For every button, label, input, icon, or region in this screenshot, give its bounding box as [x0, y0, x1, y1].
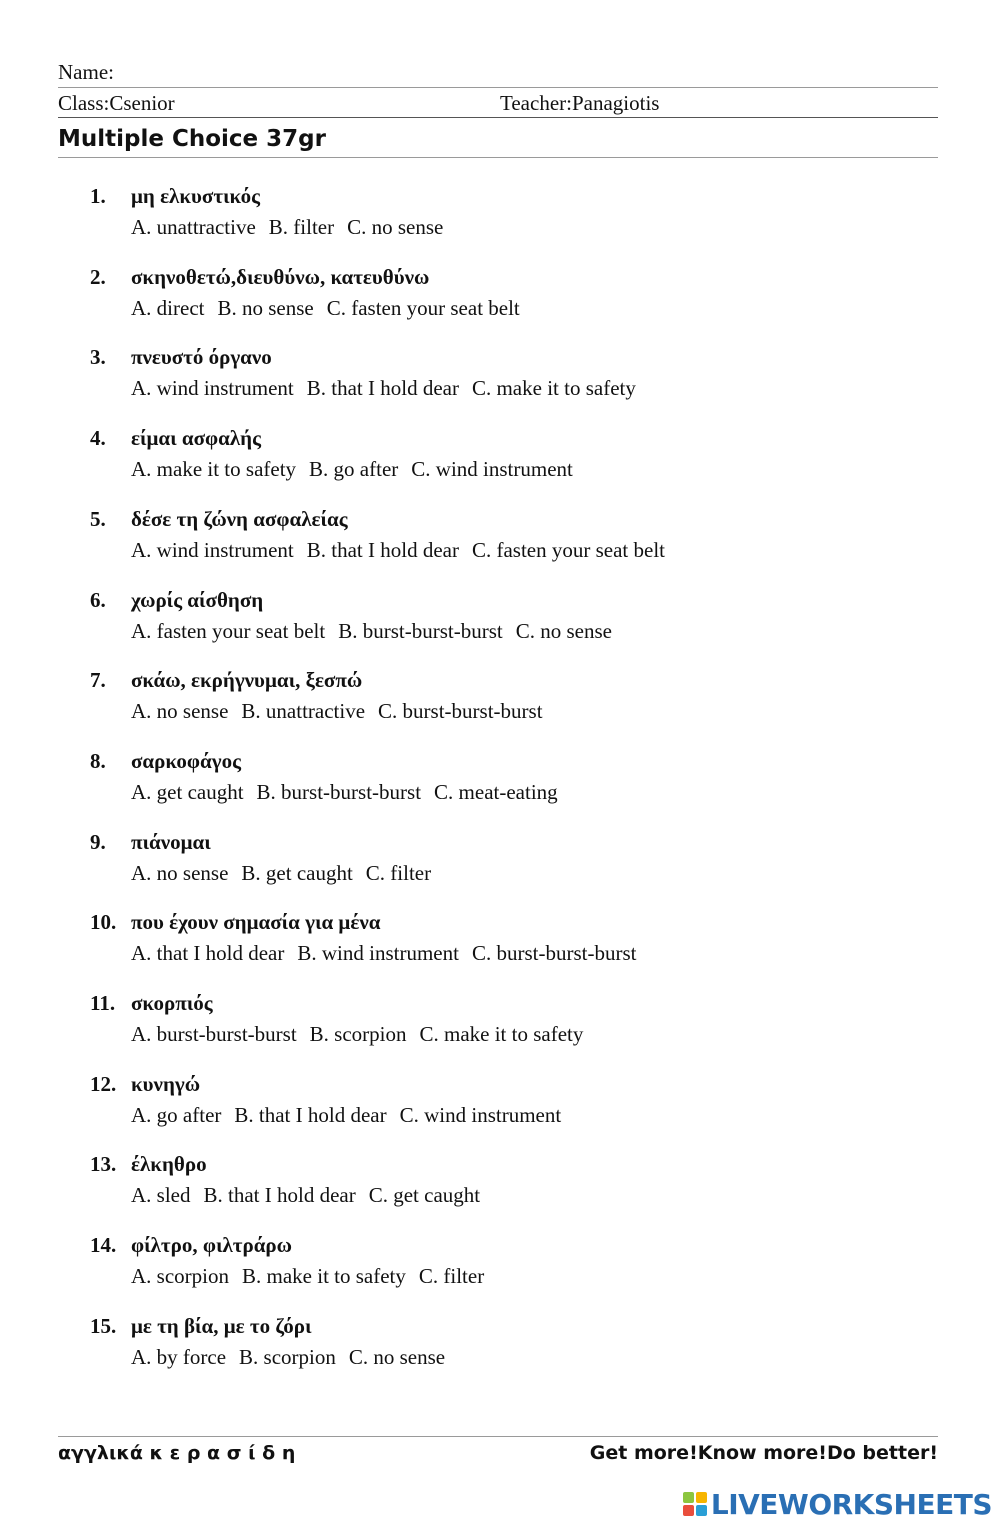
- question-text: πιάνομαι: [131, 829, 211, 854]
- answer-option[interactable]: C. make it to safety: [471, 376, 636, 401]
- answer-options: [131, 534, 678, 566]
- question-number: 8.: [90, 748, 106, 773]
- answer-option[interactable]: C. fasten your seat belt: [326, 295, 520, 320]
- question-number: 9.: [90, 829, 106, 854]
- question-text: δέσε τη ζώνη ασφαλείας: [131, 506, 348, 531]
- question-item: [0, 987, 1000, 1067]
- answer-option[interactable]: B. wind instrument: [297, 941, 459, 966]
- question-item: [0, 1229, 1000, 1309]
- answer-option[interactable]: A. that I hold dear: [131, 941, 285, 966]
- answer-option[interactable]: B. that I hold dear: [306, 537, 459, 562]
- answer-options: [131, 1260, 497, 1292]
- answer-option[interactable]: B. unattractive: [241, 699, 366, 724]
- answer-option[interactable]: C. get caught: [368, 1183, 481, 1208]
- answer-options: [131, 695, 556, 727]
- answer-option[interactable]: B. that I hold dear: [306, 376, 459, 401]
- question-item: [0, 826, 1000, 906]
- question-number: 15.: [90, 1313, 117, 1338]
- answer-option[interactable]: C. no sense: [348, 1344, 446, 1369]
- question-number: 6.: [90, 587, 106, 612]
- question-text: είμαι ασφαλής: [131, 426, 261, 451]
- question-text: σκηνοθετώ,διευθύνω, κατευθύνω: [131, 264, 430, 289]
- answer-option[interactable]: A. wind instrument: [131, 376, 294, 401]
- answer-options: [131, 937, 649, 969]
- answer-option[interactable]: C. meat-eating: [434, 779, 558, 804]
- answer-option[interactable]: C. filter: [365, 860, 432, 885]
- answer-option[interactable]: A. get caught: [131, 779, 244, 804]
- answer-option[interactable]: A. burst-burst-burst: [131, 1022, 297, 1046]
- answer-option[interactable]: C. wind instrument: [411, 457, 573, 482]
- answer-options: [131, 1179, 493, 1211]
- question-number: 14.: [90, 1233, 117, 1258]
- question-item: [0, 906, 1000, 986]
- logo-square-red: [683, 1505, 694, 1516]
- question-number: 10.: [90, 910, 117, 935]
- answer-options: [131, 292, 533, 324]
- answer-option[interactable]: C. burst-burst-burst: [471, 941, 637, 966]
- logo-square-green: [683, 1492, 694, 1503]
- answer-option[interactable]: A. sled: [131, 1183, 191, 1208]
- answer-option[interactable]: B. that I hold dear: [234, 1102, 387, 1127]
- title-divider: [58, 157, 938, 158]
- question-text: σκάω, εκρήγνυμαι, ξεσπώ: [131, 668, 363, 693]
- liveworksheets-logo-icon: [683, 1492, 707, 1516]
- teacher-label: Teacher:Panagiotis: [500, 91, 660, 115]
- answer-option[interactable]: C. make it to safety: [419, 1022, 584, 1046]
- question-text: μη ελκυστικός: [131, 184, 260, 208]
- answer-options: [131, 453, 586, 485]
- answer-option[interactable]: A. fasten your seat belt: [131, 618, 326, 643]
- answer-options: [131, 372, 649, 404]
- footer-divider: [58, 1436, 938, 1437]
- answer-option[interactable]: C. no sense: [347, 215, 444, 239]
- question-item: [0, 261, 1000, 341]
- question-text: φίλτρο, φιλτράρω: [131, 1233, 293, 1258]
- answer-option[interactable]: B. burst-burst-burst: [256, 779, 422, 804]
- question-item: [0, 503, 1000, 583]
- answer-option[interactable]: B. filter: [268, 215, 335, 239]
- answer-option[interactable]: B. scorpion: [309, 1022, 407, 1046]
- answer-option[interactable]: A. unattractive: [131, 215, 256, 239]
- answer-option[interactable]: B. burst-burst-burst: [338, 618, 503, 643]
- answer-option[interactable]: B. scorpion: [239, 1344, 336, 1369]
- answer-option[interactable]: A. go after: [131, 1102, 222, 1127]
- answer-options: [131, 615, 625, 647]
- liveworksheets-wordmark: LIVEWORKSHEETS: [710, 1487, 992, 1521]
- question-number: 1.: [90, 184, 106, 208]
- question-text: σκορπιός: [131, 991, 213, 1015]
- question-item: [0, 180, 1000, 260]
- answer-option[interactable]: B. go after: [309, 457, 399, 482]
- answer-option[interactable]: A. direct: [131, 295, 205, 320]
- answer-option[interactable]: C. wind instrument: [399, 1102, 562, 1127]
- answer-options: [131, 776, 571, 808]
- question-item: [0, 1310, 1000, 1390]
- page-title: Multiple Choice 37gr: [58, 126, 326, 152]
- question-number: 3.: [90, 345, 106, 370]
- answer-option[interactable]: B. make it to safety: [242, 1264, 406, 1289]
- header-divider: [58, 87, 938, 88]
- question-item: [0, 1148, 1000, 1228]
- question-number: 5.: [90, 506, 106, 531]
- logo-square-yellow: [696, 1492, 707, 1503]
- question-text: χωρίς αίσθηση: [131, 587, 264, 612]
- answer-option[interactable]: B. no sense: [217, 295, 314, 320]
- question-item: [0, 1068, 1000, 1148]
- answer-option[interactable]: A. no sense: [131, 699, 229, 724]
- question-text: πνευστό όργανο: [131, 345, 272, 370]
- question-text: σαρκοφάγος: [131, 748, 241, 773]
- answer-options: [131, 1341, 458, 1373]
- answer-option[interactable]: A. by force: [131, 1344, 227, 1369]
- liveworksheets-brand: [683, 1484, 992, 1524]
- answer-options: [131, 1099, 574, 1131]
- answer-options: [131, 211, 456, 243]
- question-text: με τη βία, με το ζόρι: [131, 1313, 312, 1338]
- question-item: [0, 745, 1000, 825]
- answer-options: [131, 857, 444, 889]
- answer-option[interactable]: C. fasten your seat belt: [471, 537, 665, 562]
- question-number: 2.: [90, 264, 106, 289]
- answer-option[interactable]: B. that I hold dear: [203, 1183, 356, 1208]
- question-item: [0, 422, 1000, 502]
- question-number: 7.: [90, 668, 106, 693]
- header-divider: [58, 117, 938, 118]
- logo-square-blue: [696, 1505, 707, 1516]
- question-item: [0, 584, 1000, 664]
- answer-option[interactable]: C. filter: [418, 1264, 485, 1289]
- question-text: κυνηγώ: [131, 1071, 201, 1096]
- question-text: έλκηθρο: [131, 1152, 207, 1177]
- question-item: [0, 341, 1000, 421]
- answer-option[interactable]: A. make it to safety: [131, 457, 297, 482]
- answer-option[interactable]: C. no sense: [515, 618, 612, 643]
- question-text: που έχουν σημασία για μένα: [131, 910, 381, 935]
- question-number: 11.: [90, 991, 116, 1015]
- question-number: 13.: [90, 1152, 117, 1177]
- answer-option[interactable]: A. scorpion: [131, 1264, 229, 1289]
- question-item: [0, 664, 1000, 744]
- question-number: 12.: [90, 1071, 117, 1096]
- answer-option[interactable]: C. burst-burst-burst: [378, 699, 543, 724]
- question-number: 4.: [90, 426, 106, 451]
- footer-slogan: Get more!Know more!Do better!: [589, 1442, 938, 1464]
- class-label: Class:Csenior: [58, 91, 175, 115]
- answer-option[interactable]: A. no sense: [131, 860, 229, 885]
- answer-option[interactable]: B. get caught: [241, 860, 353, 885]
- footer-left-text: αγγλικά κ ε ρ α σ ί δ η: [58, 1442, 296, 1464]
- answer-options: [131, 1018, 596, 1050]
- name-label: Name:: [58, 60, 114, 84]
- answer-option[interactable]: A. wind instrument: [131, 537, 294, 562]
